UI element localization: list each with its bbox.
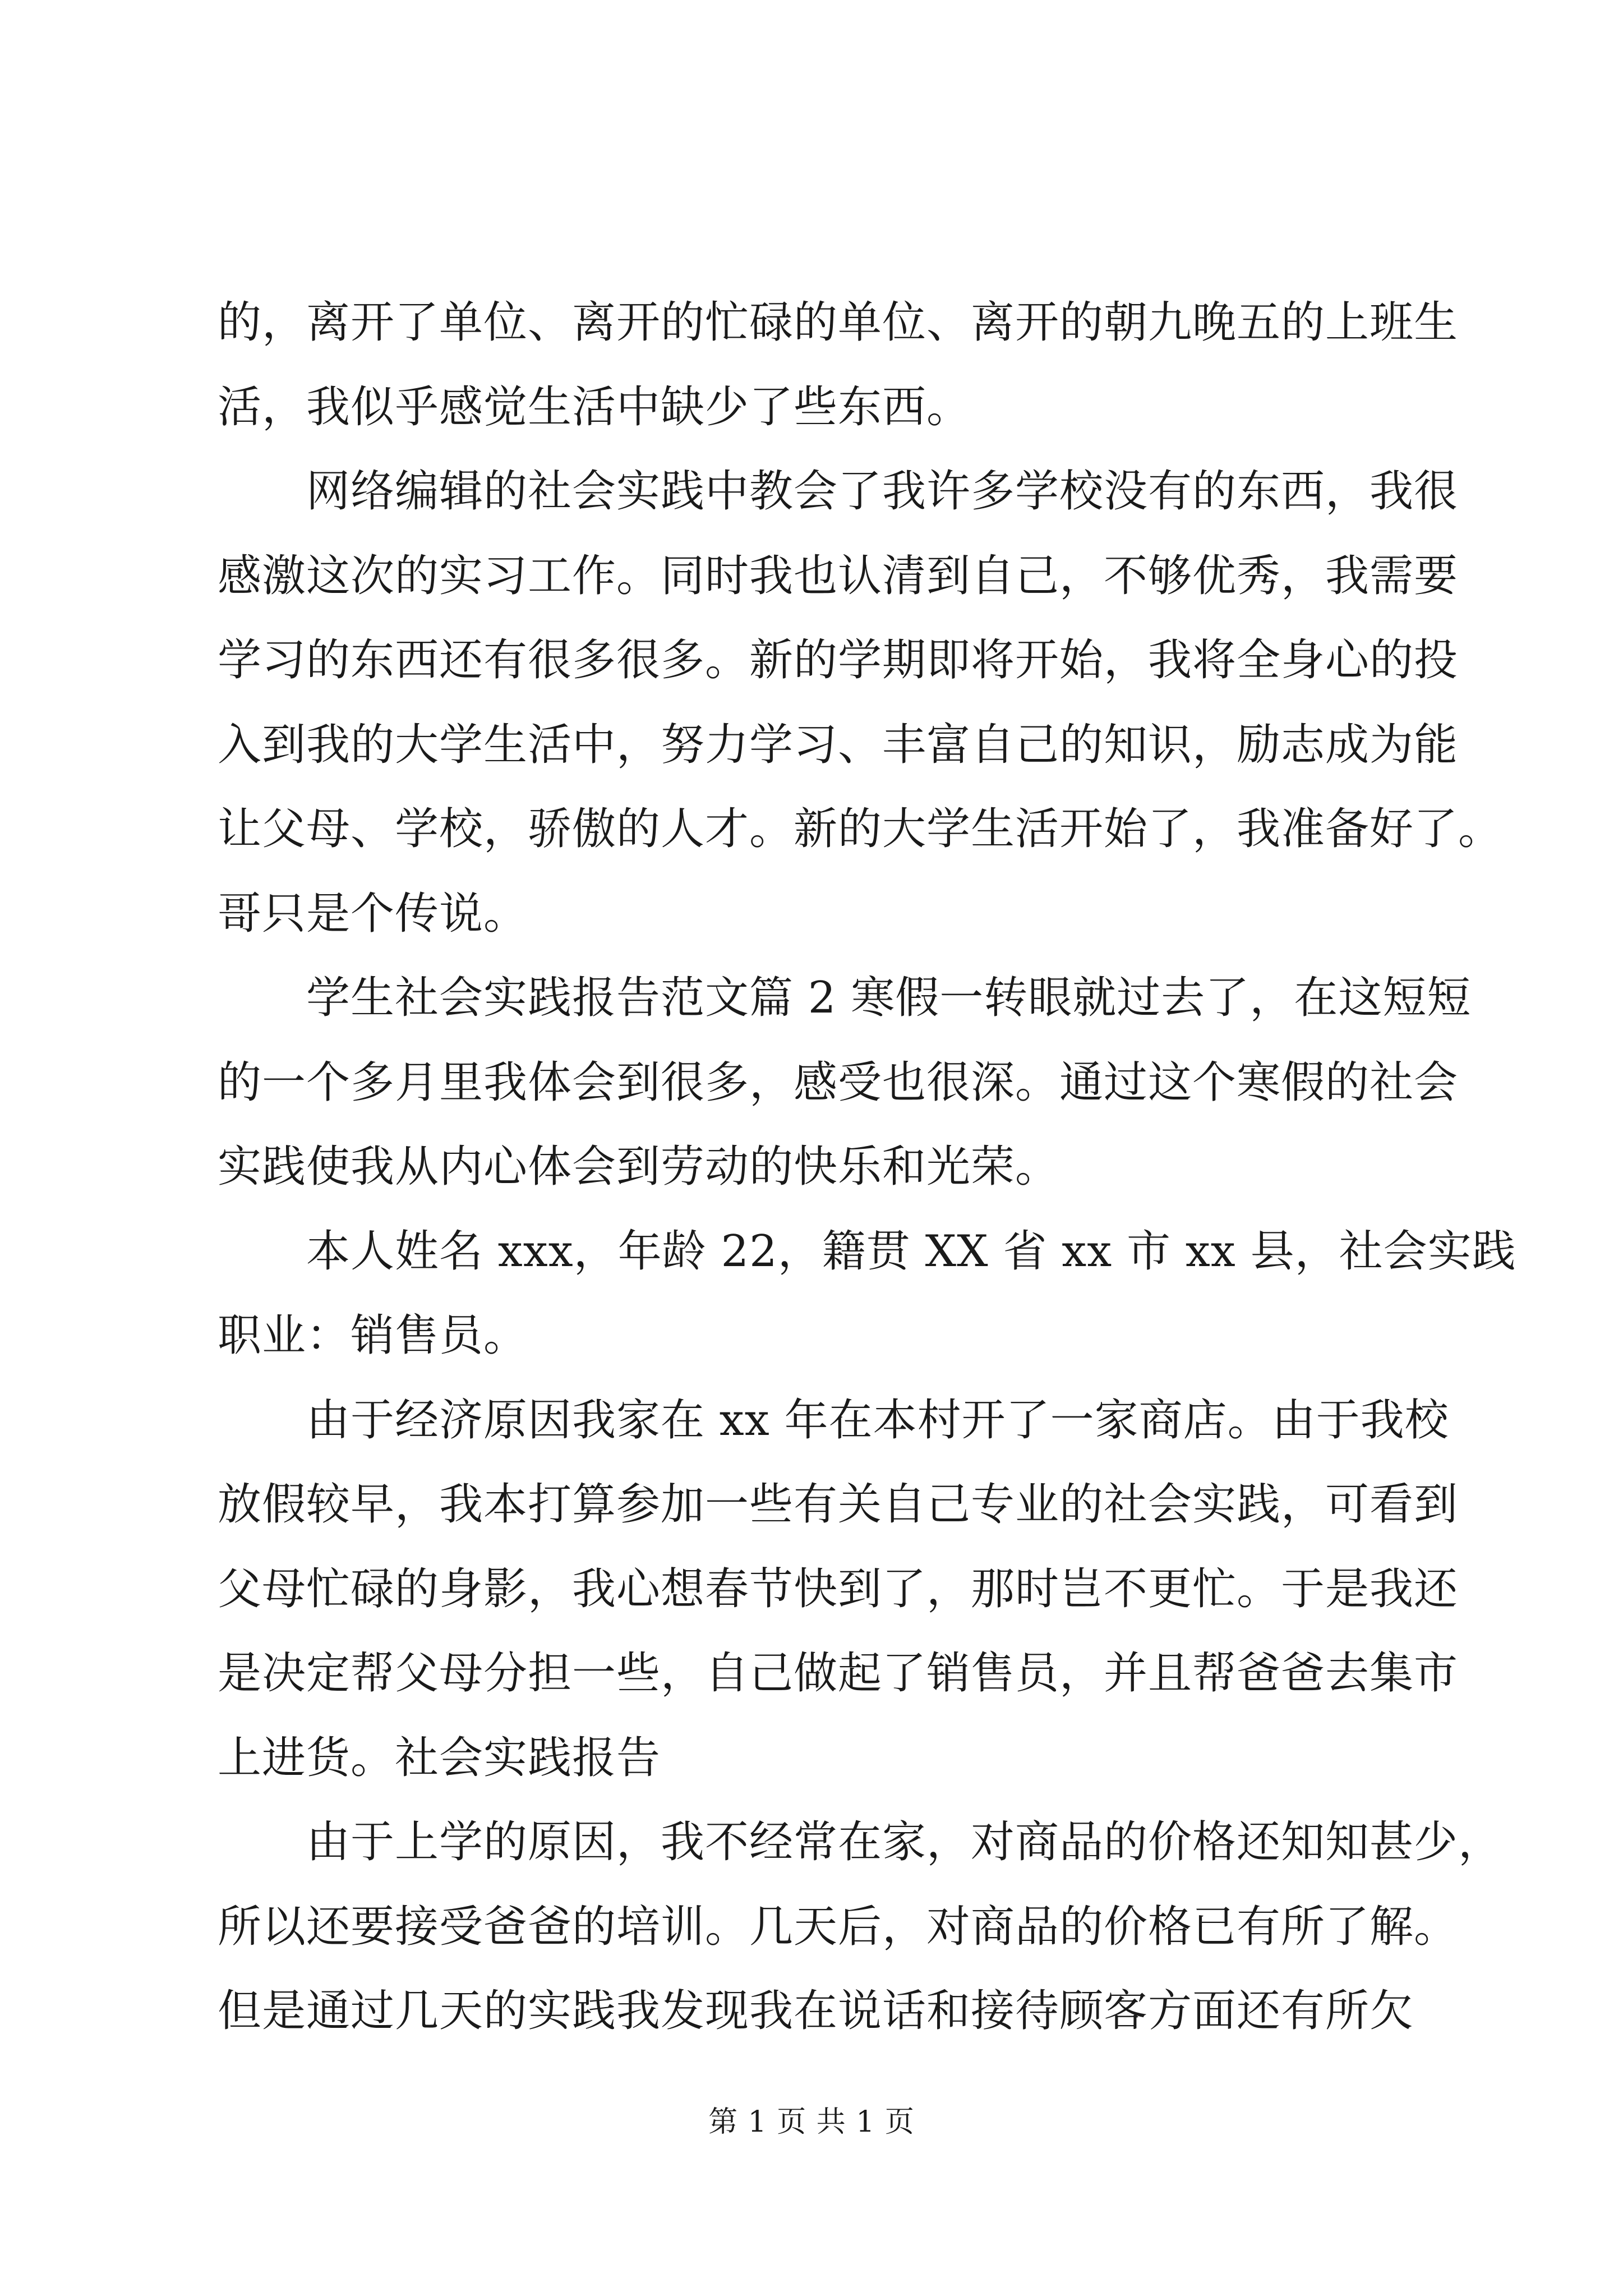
text-line: 的，离开了单位、离开的忙碌的单位、离开的朝九晚五的上班生 xyxy=(218,297,1459,348)
document-body xyxy=(218,280,1516,2054)
text-line: 感激这次的实习工作。同时我也认清到自己，不够优秀，我需要 xyxy=(218,550,1459,601)
paragraph-start-line: 由于经济原因我家在 xx 年在本村开了一家商店。由于我校 xyxy=(306,1395,1449,1446)
text-line: 哥只是个传说。 xyxy=(218,888,528,939)
page-footer: 第 1 页 共 1 页 xyxy=(708,2105,915,2139)
text-line: 活，我似乎感觉生活中缺少了些东西。 xyxy=(218,381,971,432)
text-line: 实践使我从内心体会到劳动的快乐和光荣。 xyxy=(218,1142,1060,1192)
text-line: 是决定帮父母分担一些，自己做起了销售员，并且帮爸爸去集市 xyxy=(218,1648,1459,1699)
paragraph-start-line: 本人姓名 xxx，年龄 22，籍贯 XX 省 xx 市 xx 县，社会实践 xyxy=(306,1226,1516,1277)
paragraph-start-line: 网络编辑的社会实践中教会了我许多学校没有的东西，我很 xyxy=(306,466,1459,517)
text-line: 上进货。社会实践报告 xyxy=(218,1732,661,1783)
text-line: 学习的东西还有很多很多。新的学期即将开始，我将全身心的投 xyxy=(218,635,1459,685)
text-line: 放假较早，我本打算参加一些有关自己专业的社会实践，可看到 xyxy=(218,1479,1459,1530)
paragraph-start-line: 由于上学的原因，我不经常在家，对商品的价格还知知甚少， xyxy=(306,1817,1503,1867)
text-line: 让父母、学校，骄傲的人才。新的大学生活开始了，我准备好了。 xyxy=(218,804,1503,854)
text-line: 所以还要接受爸爸的培训。几天后，对商品的价格已有所了解。 xyxy=(218,1901,1459,1952)
text-line: 父母忙碌的身影，我心想春节快到了，那时岂不更忙。于是我还 xyxy=(218,1563,1459,1614)
text-line: 入到我的大学生活中，努力学习、丰富自己的知识，励志成为能 xyxy=(218,719,1459,770)
text-line: 但是通过几天的实践我发现我在说话和接待顾客方面还有所欠 xyxy=(218,1986,1414,2036)
paragraph-start-line: 学生社会实践报告范文篇 2 寒假一转眼就过去了，在这短短 xyxy=(306,973,1472,1023)
text-line: 职业：销售员。 xyxy=(218,1310,528,1361)
text-line: 的一个多月里我体会到很多，感受也很深。通过这个寒假的社会 xyxy=(218,1057,1459,1108)
